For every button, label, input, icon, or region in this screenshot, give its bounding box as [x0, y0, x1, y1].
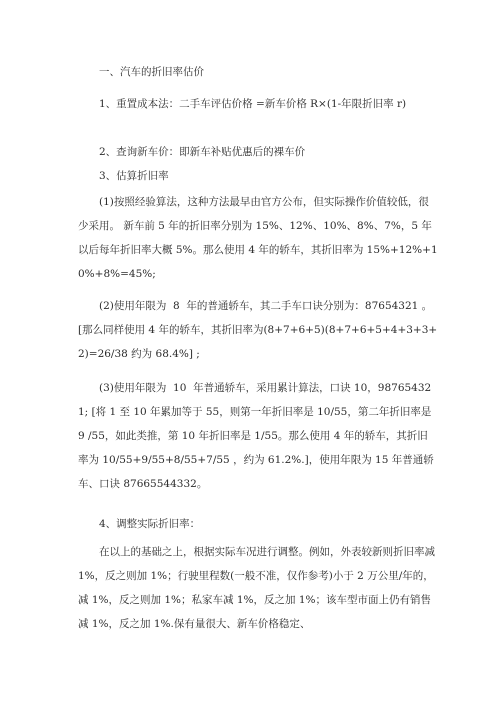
paragraph-adjust-actual-depreciation: 4、调整实际折旧率：	[99, 518, 201, 530]
paragraph-adjustment-details: 在以上的基础之上，根据实际车况进行调整。例如，外表较新则折旧率减 1%，反之则加 1%；行驶里程数(一般不准，仅作参考)小于 2 万公里/年的，减 1%，反之则加 1%；私家车减 1%，反之加 1%；该车型市面上仍有销售减 1%，反之加 1%.保有量很大、新车价格稳定、	[78, 546, 439, 630]
paragraph-replacement-cost-method: 1、重置成本法：二手车评估价格 =新车价格 R×(1-年限折旧率 r)	[99, 98, 407, 110]
paragraph-query-new-car-price: 2、查询新车价：即新车补贴优惠后的裸车价	[99, 146, 306, 158]
paragraph-empirical-method: (1)按照经验算法，这种方法最早由官方公布，但实际操作价值较低，很少采用。 新车前 5 年的折旧率分别为 15%、12%、10%、8%、7%，5 年以后每年折旧率大概 5%。那么使用 4 年的轿车，其折旧率为 15%+12%+10%+8%=45%;	[78, 196, 438, 280]
section-heading-car-depreciation: 一、汽车的折旧率估价	[99, 66, 204, 78]
paragraph-eight-year-mnemonic: (2)使用年限为 8 年的普通轿车，其二手车口诀分别为：87654321 。 [那么同样使用 4 年的轿车，其折旧率为(8+7+6+5)(8+7+6+5+4+3+3+2)=26/38 约为 68.4%] ;	[78, 300, 438, 360]
paragraph-ten-year-cumulative-method: (3)使用年限为 10 年普通轿车，采用累计算法，口诀 10，987654321; [将 1 至 10 年累加等于 55，则第一年折旧率是 10/55，第二年折旧率是 9 /55，如此类推，第 10 年折旧率是 1/55。那么使用 4 年的轿车，其折旧率为 10/55+9/55+8/55+7/55 ，约为 61.2%.]，使用年限为 15 年普通轿车、口诀 87665544332。	[78, 382, 435, 490]
paragraph-estimate-depreciation-rate: 3、估算折旧率	[99, 170, 169, 182]
